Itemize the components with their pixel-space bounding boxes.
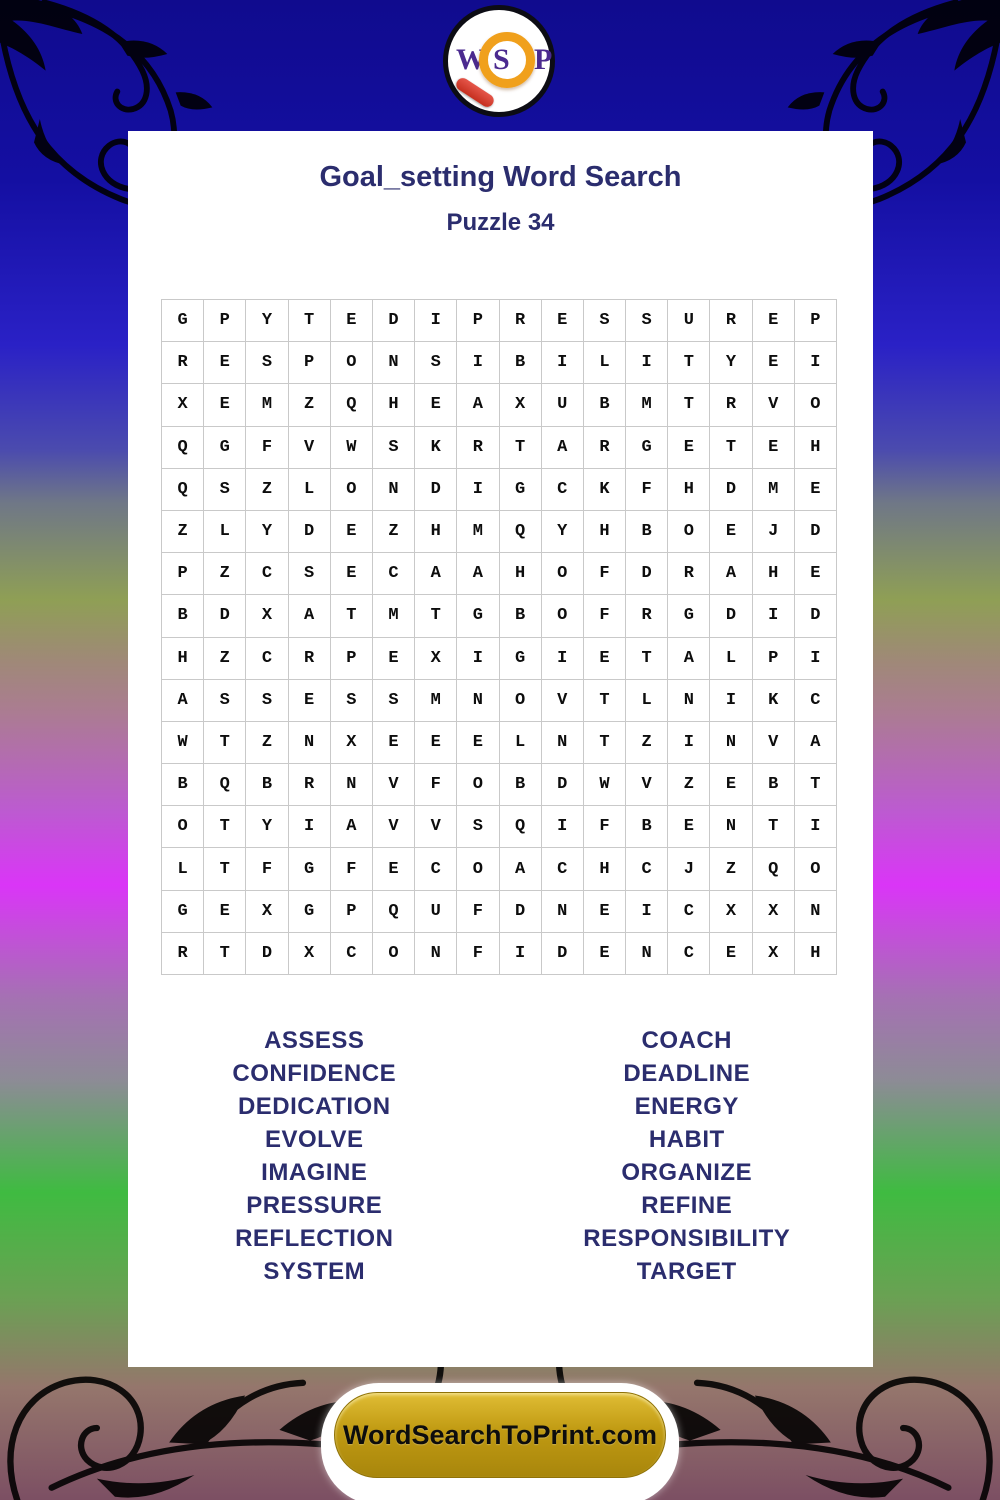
grid-cell-r5c11: K xyxy=(584,469,626,511)
word-item: REFLECTION xyxy=(235,1225,394,1252)
grid-cell-r10c8: N xyxy=(457,680,499,722)
word-item: RESPONSIBILITY xyxy=(583,1225,791,1252)
grid-cell-r16c3: D xyxy=(246,933,288,975)
grid-cell-r6c1: Z xyxy=(162,511,204,553)
grid-cell-r4c13: E xyxy=(668,427,710,469)
grid-cell-r2c8: I xyxy=(457,342,499,384)
grid-cell-r1c9: R xyxy=(500,300,542,342)
grid-cell-r15c1: G xyxy=(162,891,204,933)
grid-cell-r1c10: E xyxy=(542,300,584,342)
grid-cell-r14c16: O xyxy=(795,848,837,890)
grid-cell-r8c16: D xyxy=(795,595,837,637)
grid-cell-r10c13: N xyxy=(668,680,710,722)
grid-cell-r15c12: I xyxy=(626,891,668,933)
grid-cell-r8c7: T xyxy=(415,595,457,637)
grid-cell-r2c16: I xyxy=(795,342,837,384)
grid-cell-r2c5: O xyxy=(331,342,373,384)
grid-cell-r5c9: G xyxy=(500,469,542,511)
grid-cell-r3c16: O xyxy=(795,384,837,426)
logo-letter-p: P xyxy=(534,43,553,76)
grid-cell-r2c9: B xyxy=(500,342,542,384)
grid-cell-r16c7: N xyxy=(415,933,457,975)
word-item: ORGANIZE xyxy=(621,1159,753,1186)
grid-cell-r11c4: N xyxy=(289,722,331,764)
grid-cell-r13c3: Y xyxy=(246,806,288,848)
grid-cell-r11c3: Z xyxy=(246,722,288,764)
word-item: SYSTEM xyxy=(263,1258,366,1285)
grid-cell-r10c6: S xyxy=(373,680,415,722)
grid-cell-r3c6: H xyxy=(373,384,415,426)
grid-cell-r7c6: C xyxy=(373,553,415,595)
grid-cell-r9c4: R xyxy=(289,638,331,680)
grid-cell-r7c4: S xyxy=(289,553,331,595)
grid-cell-r10c4: E xyxy=(289,680,331,722)
grid-cell-r11c14: N xyxy=(710,722,752,764)
grid-cell-r15c10: N xyxy=(542,891,584,933)
grid-cell-r12c15: B xyxy=(753,764,795,806)
grid-cell-r2c7: S xyxy=(415,342,457,384)
puzzle-number: Puzzle 34 xyxy=(446,209,555,236)
grid-cell-r12c3: B xyxy=(246,764,288,806)
word-item: ASSESS xyxy=(264,1027,365,1054)
grid-cell-r8c1: B xyxy=(162,595,204,637)
word-item: IMAGINE xyxy=(261,1159,368,1186)
grid-cell-r14c3: F xyxy=(246,848,288,890)
grid-cell-r6c14: E xyxy=(710,511,752,553)
grid-cell-r9c5: P xyxy=(331,638,373,680)
grid-cell-r12c12: V xyxy=(626,764,668,806)
grid-cell-r8c12: R xyxy=(626,595,668,637)
grid-cell-r7c11: F xyxy=(584,553,626,595)
grid-cell-r6c9: Q xyxy=(500,511,542,553)
grid-cell-r13c14: N xyxy=(710,806,752,848)
grid-cell-r7c16: E xyxy=(795,553,837,595)
grid-cell-r16c14: E xyxy=(710,933,752,975)
grid-cell-r3c13: T xyxy=(668,384,710,426)
grid-cell-r1c11: S xyxy=(584,300,626,342)
grid-cell-r1c16: P xyxy=(795,300,837,342)
word-item: DEDICATION xyxy=(237,1093,391,1120)
grid-cell-r16c9: I xyxy=(500,933,542,975)
word-item: ENERGY xyxy=(634,1093,739,1120)
grid-cell-r2c3: S xyxy=(246,342,288,384)
grid-cell-r14c12: C xyxy=(626,848,668,890)
grid-cell-r7c1: P xyxy=(162,553,204,595)
grid-cell-r16c2: T xyxy=(204,933,246,975)
grid-cell-r7c3: C xyxy=(246,553,288,595)
grid-cell-r4c2: G xyxy=(204,427,246,469)
grid-cell-r13c15: T xyxy=(753,806,795,848)
grid-cell-r6c7: H xyxy=(415,511,457,553)
grid-cell-r5c15: M xyxy=(753,469,795,511)
grid-cell-r9c8: I xyxy=(457,638,499,680)
grid-cell-r7c8: A xyxy=(457,553,499,595)
page-title: Goal_setting Word Search xyxy=(319,161,682,193)
grid-cell-r3c15: V xyxy=(753,384,795,426)
grid-cell-r9c1: H xyxy=(162,638,204,680)
grid-cell-r9c9: G xyxy=(500,638,542,680)
grid-cell-r13c13: E xyxy=(668,806,710,848)
grid-cell-r3c2: E xyxy=(204,384,246,426)
grid-cell-r10c2: S xyxy=(204,680,246,722)
grid-cell-r11c12: Z xyxy=(626,722,668,764)
grid-cell-r16c16: H xyxy=(795,933,837,975)
grid-cell-r16c6: O xyxy=(373,933,415,975)
grid-cell-r1c5: E xyxy=(331,300,373,342)
grid-cell-r14c11: H xyxy=(584,848,626,890)
grid-cell-r14c5: F xyxy=(331,848,373,890)
grid-cell-r8c15: I xyxy=(753,595,795,637)
grid-cell-r14c13: J xyxy=(668,848,710,890)
grid-cell-r1c6: D xyxy=(373,300,415,342)
grid-cell-r5c12: F xyxy=(626,469,668,511)
grid-cell-r5c4: L xyxy=(289,469,331,511)
grid-cell-r4c9: T xyxy=(500,427,542,469)
grid-cell-r5c8: I xyxy=(457,469,499,511)
grid-cell-r8c2: D xyxy=(204,595,246,637)
grid-cell-r8c11: F xyxy=(584,595,626,637)
grid-cell-r14c10: C xyxy=(542,848,584,890)
grid-cell-r10c5: S xyxy=(331,680,373,722)
grid-cell-r4c12: G xyxy=(626,427,668,469)
grid-cell-r14c2: T xyxy=(204,848,246,890)
grid-cell-r15c4: G xyxy=(289,891,331,933)
grid-cell-r3c14: R xyxy=(710,384,752,426)
grid-cell-r5c6: N xyxy=(373,469,415,511)
grid-cell-r6c15: J xyxy=(753,511,795,553)
puzzle-card xyxy=(128,131,873,1367)
grid-cell-r5c2: S xyxy=(204,469,246,511)
grid-cell-r1c8: P xyxy=(457,300,499,342)
grid-cell-r16c11: E xyxy=(584,933,626,975)
site-button-label: WordSearchToPrint.com xyxy=(342,1419,658,1450)
grid-cell-r11c7: E xyxy=(415,722,457,764)
word-item: EVOLVE xyxy=(264,1126,364,1153)
word-item: CONFIDENCE xyxy=(232,1060,397,1087)
grid-cell-r13c1: O xyxy=(162,806,204,848)
grid-cell-r4c1: Q xyxy=(162,427,204,469)
grid-cell-r12c2: Q xyxy=(204,764,246,806)
grid-cell-r8c9: B xyxy=(500,595,542,637)
grid-cell-r4c3: F xyxy=(246,427,288,469)
grid-cell-r2c1: R xyxy=(162,342,204,384)
grid-cell-r2c15: E xyxy=(753,342,795,384)
grid-cell-r2c10: I xyxy=(542,342,584,384)
grid-cell-r3c3: M xyxy=(246,384,288,426)
grid-cell-r1c14: R xyxy=(710,300,752,342)
grid-cell-r13c10: I xyxy=(542,806,584,848)
grid-cell-r7c10: O xyxy=(542,553,584,595)
grid-cell-r5c7: D xyxy=(415,469,457,511)
grid-cell-r6c8: M xyxy=(457,511,499,553)
grid-cell-r16c1: R xyxy=(162,933,204,975)
grid-cell-r16c8: F xyxy=(457,933,499,975)
grid-cell-r3c1: X xyxy=(162,384,204,426)
grid-cell-r13c9: Q xyxy=(500,806,542,848)
grid-cell-r4c5: W xyxy=(331,427,373,469)
grid-cell-r11c6: E xyxy=(373,722,415,764)
grid-cell-r14c1: L xyxy=(162,848,204,890)
grid-cell-r16c4: X xyxy=(289,933,331,975)
grid-cell-r12c1: B xyxy=(162,764,204,806)
grid-cell-r2c14: Y xyxy=(710,342,752,384)
grid-cell-r5c16: E xyxy=(795,469,837,511)
grid-cell-r10c11: T xyxy=(584,680,626,722)
grid-cell-r10c1: A xyxy=(162,680,204,722)
grid-cell-r2c6: N xyxy=(373,342,415,384)
site-button[interactable] xyxy=(334,1392,666,1478)
grid-cell-r5c1: Q xyxy=(162,469,204,511)
word-item: REFINE xyxy=(641,1192,733,1219)
grid-cell-r6c2: L xyxy=(204,511,246,553)
grid-cell-r9c16: I xyxy=(795,638,837,680)
grid-cell-r4c14: T xyxy=(710,427,752,469)
grid-cell-r6c11: H xyxy=(584,511,626,553)
wsp-logo xyxy=(443,5,555,117)
grid-cell-r12c6: V xyxy=(373,764,415,806)
word-item: DEADLINE xyxy=(623,1060,751,1087)
grid-cell-r7c12: D xyxy=(626,553,668,595)
grid-cell-r11c10: N xyxy=(542,722,584,764)
grid-cell-r6c5: E xyxy=(331,511,373,553)
grid-cell-r12c7: F xyxy=(415,764,457,806)
grid-cell-r15c2: E xyxy=(204,891,246,933)
grid-cell-r12c14: E xyxy=(710,764,752,806)
grid-cell-r7c14: A xyxy=(710,553,752,595)
grid-cell-r4c16: H xyxy=(795,427,837,469)
word-item: TARGET xyxy=(636,1258,737,1285)
grid-cell-r7c13: R xyxy=(668,553,710,595)
word-item: COACH xyxy=(641,1027,732,1054)
grid-cell-r4c7: K xyxy=(415,427,457,469)
grid-cell-r9c3: C xyxy=(246,638,288,680)
grid-cell-r14c14: Z xyxy=(710,848,752,890)
grid-cell-r11c13: I xyxy=(668,722,710,764)
grid-cell-r7c9: H xyxy=(500,553,542,595)
word-item: HABIT xyxy=(648,1126,725,1153)
grid-cell-r9c15: P xyxy=(753,638,795,680)
grid-cell-r8c13: G xyxy=(668,595,710,637)
grid-cell-r13c5: A xyxy=(331,806,373,848)
grid-cell-r13c16: I xyxy=(795,806,837,848)
grid-cell-r6c13: O xyxy=(668,511,710,553)
grid-cell-r14c15: Q xyxy=(753,848,795,890)
grid-cell-r1c4: T xyxy=(289,300,331,342)
grid-cell-r9c6: E xyxy=(373,638,415,680)
grid-cell-r11c9: L xyxy=(500,722,542,764)
grid-cell-r2c4: P xyxy=(289,342,331,384)
grid-cell-r12c16: T xyxy=(795,764,837,806)
grid-cell-r15c9: D xyxy=(500,891,542,933)
grid-cell-r4c10: A xyxy=(542,427,584,469)
grid-cell-r15c11: E xyxy=(584,891,626,933)
grid-cell-r3c11: B xyxy=(584,384,626,426)
grid-cell-r7c15: H xyxy=(753,553,795,595)
grid-cell-r16c12: N xyxy=(626,933,668,975)
grid-cell-r10c12: L xyxy=(626,680,668,722)
grid-cell-r10c14: I xyxy=(710,680,752,722)
grid-cell-r4c8: R xyxy=(457,427,499,469)
grid-cell-r14c4: G xyxy=(289,848,331,890)
site-button-outer xyxy=(321,1383,679,1500)
grid-cell-r6c3: Y xyxy=(246,511,288,553)
grid-cell-r15c13: C xyxy=(668,891,710,933)
grid-cell-r13c4: I xyxy=(289,806,331,848)
grid-cell-r4c15: E xyxy=(753,427,795,469)
grid-cell-r15c15: X xyxy=(753,891,795,933)
grid-cell-r8c6: M xyxy=(373,595,415,637)
grid-cell-r11c2: T xyxy=(204,722,246,764)
grid-cell-r8c3: X xyxy=(246,595,288,637)
grid-cell-r11c11: T xyxy=(584,722,626,764)
grid-cell-r11c15: V xyxy=(753,722,795,764)
grid-cell-r14c9: A xyxy=(500,848,542,890)
grid-cell-r11c8: E xyxy=(457,722,499,764)
grid-cell-r9c12: T xyxy=(626,638,668,680)
grid-cell-r9c13: A xyxy=(668,638,710,680)
grid-cell-r16c15: X xyxy=(753,933,795,975)
grid-cell-r10c9: O xyxy=(500,680,542,722)
grid-cell-r7c5: E xyxy=(331,553,373,595)
grid-cell-r13c8: S xyxy=(457,806,499,848)
grid-cell-r10c10: V xyxy=(542,680,584,722)
grid-cell-r15c6: Q xyxy=(373,891,415,933)
grid-cell-r10c15: K xyxy=(753,680,795,722)
grid-cell-r7c7: A xyxy=(415,553,457,595)
grid-cell-r3c8: A xyxy=(457,384,499,426)
grid-cell-r8c8: G xyxy=(457,595,499,637)
grid-cell-r1c1: G xyxy=(162,300,204,342)
grid-cell-r12c8: O xyxy=(457,764,499,806)
grid-cell-r1c2: P xyxy=(204,300,246,342)
grid-cell-r9c2: Z xyxy=(204,638,246,680)
grid-cell-r11c5: X xyxy=(331,722,373,764)
grid-cell-r13c7: V xyxy=(415,806,457,848)
grid-cell-r15c16: N xyxy=(795,891,837,933)
grid-cell-r11c1: W xyxy=(162,722,204,764)
grid-cell-r12c9: B xyxy=(500,764,542,806)
grid-cell-r15c5: P xyxy=(331,891,373,933)
grid-cell-r1c3: Y xyxy=(246,300,288,342)
grid-cell-r16c10: D xyxy=(542,933,584,975)
grid-cell-r1c12: S xyxy=(626,300,668,342)
grid-cell-r8c10: O xyxy=(542,595,584,637)
grid-cell-r16c5: C xyxy=(331,933,373,975)
grid-cell-r6c4: D xyxy=(289,511,331,553)
grid-cell-r3c7: E xyxy=(415,384,457,426)
grid-cell-r3c12: M xyxy=(626,384,668,426)
grid-cell-r14c6: E xyxy=(373,848,415,890)
grid-cell-r6c6: Z xyxy=(373,511,415,553)
grid-cell-r15c3: X xyxy=(246,891,288,933)
word-list xyxy=(128,1024,873,1288)
grid-cell-r2c12: I xyxy=(626,342,668,384)
grid-cell-r11c16: A xyxy=(795,722,837,764)
grid-cell-r13c6: V xyxy=(373,806,415,848)
grid-cell-r5c13: H xyxy=(668,469,710,511)
grid-cell-r4c11: R xyxy=(584,427,626,469)
grid-cell-r9c7: X xyxy=(415,638,457,680)
grid-cell-r6c10: Y xyxy=(542,511,584,553)
grid-cell-r9c14: L xyxy=(710,638,752,680)
grid-cell-r13c12: B xyxy=(626,806,668,848)
grid-cell-r14c8: O xyxy=(457,848,499,890)
grid-cell-r7c2: Z xyxy=(204,553,246,595)
grid-cell-r15c7: U xyxy=(415,891,457,933)
grid-cell-r8c4: A xyxy=(289,595,331,637)
grid-cell-r10c16: C xyxy=(795,680,837,722)
grid-cell-r2c11: L xyxy=(584,342,626,384)
grid-cell-r2c13: T xyxy=(668,342,710,384)
grid-cell-r6c12: B xyxy=(626,511,668,553)
grid-cell-r5c14: D xyxy=(710,469,752,511)
grid-cell-r14c7: C xyxy=(415,848,457,890)
grid-cell-r5c5: O xyxy=(331,469,373,511)
word-column-right xyxy=(501,1024,874,1288)
grid-cell-r16c13: C xyxy=(668,933,710,975)
grid-cell-r15c14: X xyxy=(710,891,752,933)
grid-cell-r8c5: T xyxy=(331,595,373,637)
grid-cell-r3c10: U xyxy=(542,384,584,426)
grid-cell-r4c4: V xyxy=(289,427,331,469)
grid-cell-r9c10: I xyxy=(542,638,584,680)
grid-cell-r3c9: X xyxy=(500,384,542,426)
grid-cell-r12c5: N xyxy=(331,764,373,806)
grid-cell-r13c11: F xyxy=(584,806,626,848)
letter-grid xyxy=(161,299,837,975)
grid-cell-r8c14: D xyxy=(710,595,752,637)
grid-cell-r5c10: C xyxy=(542,469,584,511)
grid-cell-r12c4: R xyxy=(289,764,331,806)
grid-cell-r13c2: T xyxy=(204,806,246,848)
grid-cell-r2c2: E xyxy=(204,342,246,384)
logo-letter-s: S xyxy=(493,43,510,76)
grid-cell-r1c15: E xyxy=(753,300,795,342)
grid-cell-r12c10: D xyxy=(542,764,584,806)
grid-cell-r12c13: Z xyxy=(668,764,710,806)
grid-cell-r3c5: Q xyxy=(331,384,373,426)
grid-cell-r5c3: Z xyxy=(246,469,288,511)
grid-cell-r1c7: I xyxy=(415,300,457,342)
grid-cell-r9c11: E xyxy=(584,638,626,680)
word-item: PRESSURE xyxy=(246,1192,383,1219)
word-column-left xyxy=(128,1024,501,1288)
grid-cell-r3c4: Z xyxy=(289,384,331,426)
grid-cell-r15c8: F xyxy=(457,891,499,933)
grid-cell-r12c11: W xyxy=(584,764,626,806)
grid-cell-r1c13: U xyxy=(668,300,710,342)
grid-cell-r6c16: D xyxy=(795,511,837,553)
logo-letter-w: W xyxy=(456,43,486,76)
grid-cell-r4c6: S xyxy=(373,427,415,469)
grid-cell-r10c7: M xyxy=(415,680,457,722)
grid-cell-r10c3: S xyxy=(246,680,288,722)
